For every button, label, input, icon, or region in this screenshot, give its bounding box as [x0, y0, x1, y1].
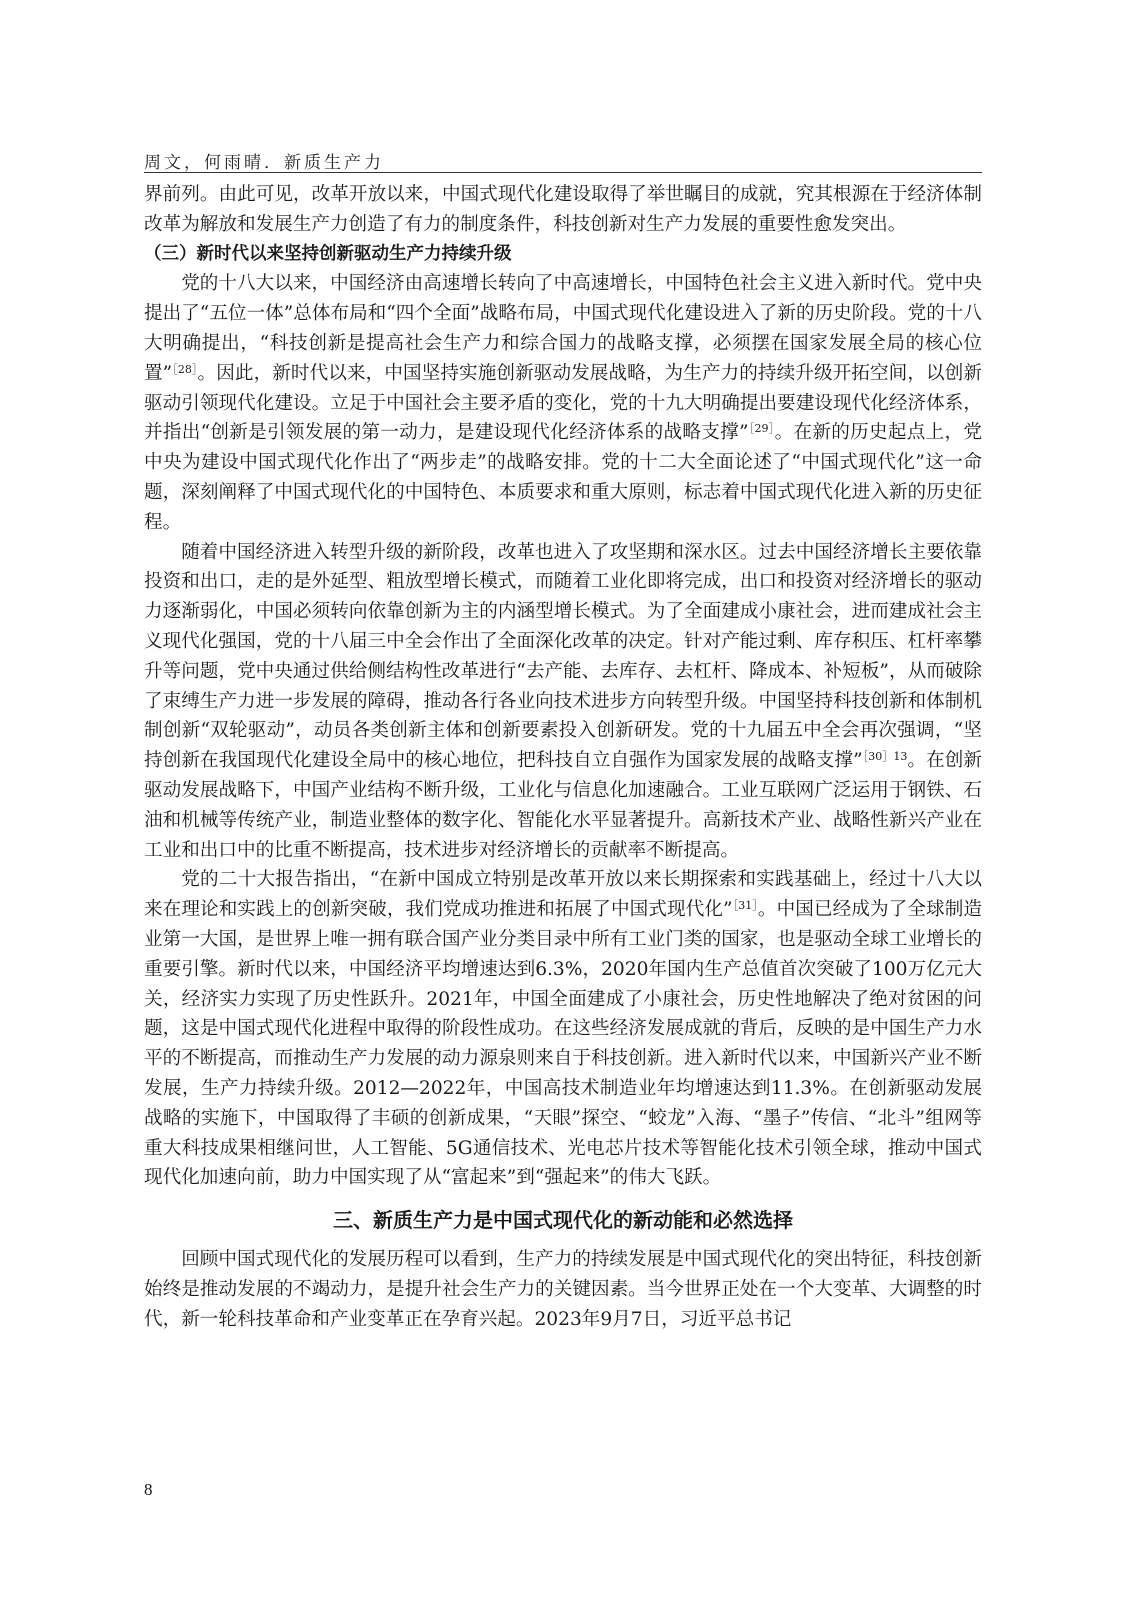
- header-rule: [144, 172, 982, 173]
- paragraph-continued: 界前列。由此可见，改革开放以来，中国式现代化建设取得了举世瞩目的成就，究其根源在于经济体制改革为解放和发展生产力创造了有力的制度条件，科技创新对生产力发展的重要性愈发突出。: [144, 184, 982, 235]
- article-body: [144, 180, 982, 1334]
- citation-28: ［28］: [172, 362, 198, 376]
- citation-29: ［29］: [748, 422, 775, 436]
- paragraph-new-era: [144, 269, 982, 537]
- paragraph-review: 回顾中国式现代化的发展历程可以看到，生产力的持续发展是中国式现代化的突出特征，科技创新始终是推动发展的不竭动力，是提升社会生产力的关键因素。当今世界正处在一个大变革、大调整的时代，新一轮科技革命和产业变革正在孕育兴起。2023年9月7日，习近平总书记: [144, 1249, 982, 1330]
- citation-30: ［30］13: [862, 750, 908, 764]
- subsection-heading: （三）新时代以来坚持创新驱动生产力持续升级: [144, 243, 512, 264]
- paragraph-text: 。在新的历史起点上，党中央为建设中国式现代化作出了“两步走”的战略安排。党的十二大全面论述了“中国式现代化”这一命题，深刻阐释了中国式现代化的中国特色、本质要求和重大原则，标志着中国式现代化进入新的历史征程。: [144, 422, 982, 533]
- section-heading: 三、新质生产力是中国式现代化的新动能和必然选择: [333, 1208, 793, 1233]
- paragraph-text: 党的十八大以来，中国经济由高速增长转向了中高速增长，中国特色社会主义进入新时代。党中央提出了“五位一体”总体布局和“四个全面”战略布局，中国式现代化建设进入了新的历史阶段。党的十八大明确提出，“科技创新是提高社会生产力和综合国力的战略支撑，必须摆在国家发展全局的核心位置”: [144, 273, 982, 384]
- paragraph-transformation: [144, 538, 982, 866]
- paragraph-text: 随着中国经济进入转型升级的新阶段，改革也进入了攻坚期和深水区。过去中国经济增长主要依靠投资和出口，走的是外延型、粗放型增长模式，而随着工业化即将完成，出口和投资对经济增长的驱动力逐渐弱化，中国必须转向依靠创新为主的内涵型增长模式。为了全面建成小康社会，进而建成社会主义现代化强国，党的十八届三中全会作出了全面深化改革的决定。针对产能过剩、库存积压、杠杆率攀升等问题，党中央通过供给侧结构性改革进行“去产能、去库存、去杠杆、降成本、补短板”，从而破除了束缚生产力进一步发展的障碍，推动各行各业向技术进步方向转型升级。中国坚持科技创新和体制机制创新“双轮驱动”，动员各类创新主体和创新要素投入创新研发。党的十九届五中全会再次强调，“坚持创新在我国现代化建设全局中的核心地位，把科技自立自强作为国家发展的战略支撑”: [144, 541, 982, 772]
- paragraph-text: 。因此，新时代以来，中国坚持实施创新驱动发展战略，为生产力的持续升级开拓空间，以创新驱动引领现代化建设。立足于中国社会主要矛盾的变化，党的十九大明确提出要建设现代化经济体系，并指出“创新是引领发展的第一动力，是建设现代化经济体系的战略支撑”: [144, 362, 982, 444]
- paragraph-text: 。在创新驱动发展战略下，中国产业结构不断升级，工业化与信息化加速融合。工业互联网广泛运用于钢铁、石油和机械等传统产业，制造业整体的数字化、智能化水平显著提升。高新技术产业、战略性新兴产业在工业和出口中的比重不断提高，技术进步对经济增长的贡献率不断提高。: [144, 750, 982, 861]
- paragraph-text: 。中国已经成为了全球制造业第一大国，是世界上唯一拥有联合国产业分类目录中所有工业门类的国家，也是驱动全球工业增长的重要引擎。新时代以来，中国经济平均增速达到6.3%，2020年国内生产总值首次突破了100万亿元大关，经济实力实现了历史性跃升。2021年，中国全面建成了小康社会，历史性地解决了绝对贫困的问题，这是中国式现代化进程中取得的阶段性成功。在这些经济发展成就的背后，反映的是中国生产力水平的不断提高，而推动生产力发展的动力源泉则来自于科技创新。进入新时代以来，中国新兴产业不断发展，生产力持续升级。2012—2022年，中国高技术制造业年均增速达到11.3%。在创新驱动发展战略的实施下，中国取得了丰硕的创新成果，“天眼”探空、“蛟龙”入海、“墨子”传信、“北斗”组网等重大科技成果相继问世，人工智能、5G通信技术、光电芯片技术等智能化技术引领全球，推动中国式现代化加速向前，助力中国实现了从“富起来”到“强起来”的伟大飞跃。: [144, 899, 982, 1189]
- paragraph-text: 党的二十大报告指出，“在新中国成立特别是改革开放以来长期探索和实践基础上，经过十八大以来在理论和实践上的创新突破，我们党成功推进和拓展了中国式现代化”: [144, 869, 982, 921]
- citation-31: ［31］: [732, 899, 758, 913]
- paragraph-twentieth-congress: [144, 865, 982, 1193]
- running-head: 周文，何雨晴．新质生产力: [144, 153, 384, 173]
- page-number: 8: [144, 1480, 153, 1499]
